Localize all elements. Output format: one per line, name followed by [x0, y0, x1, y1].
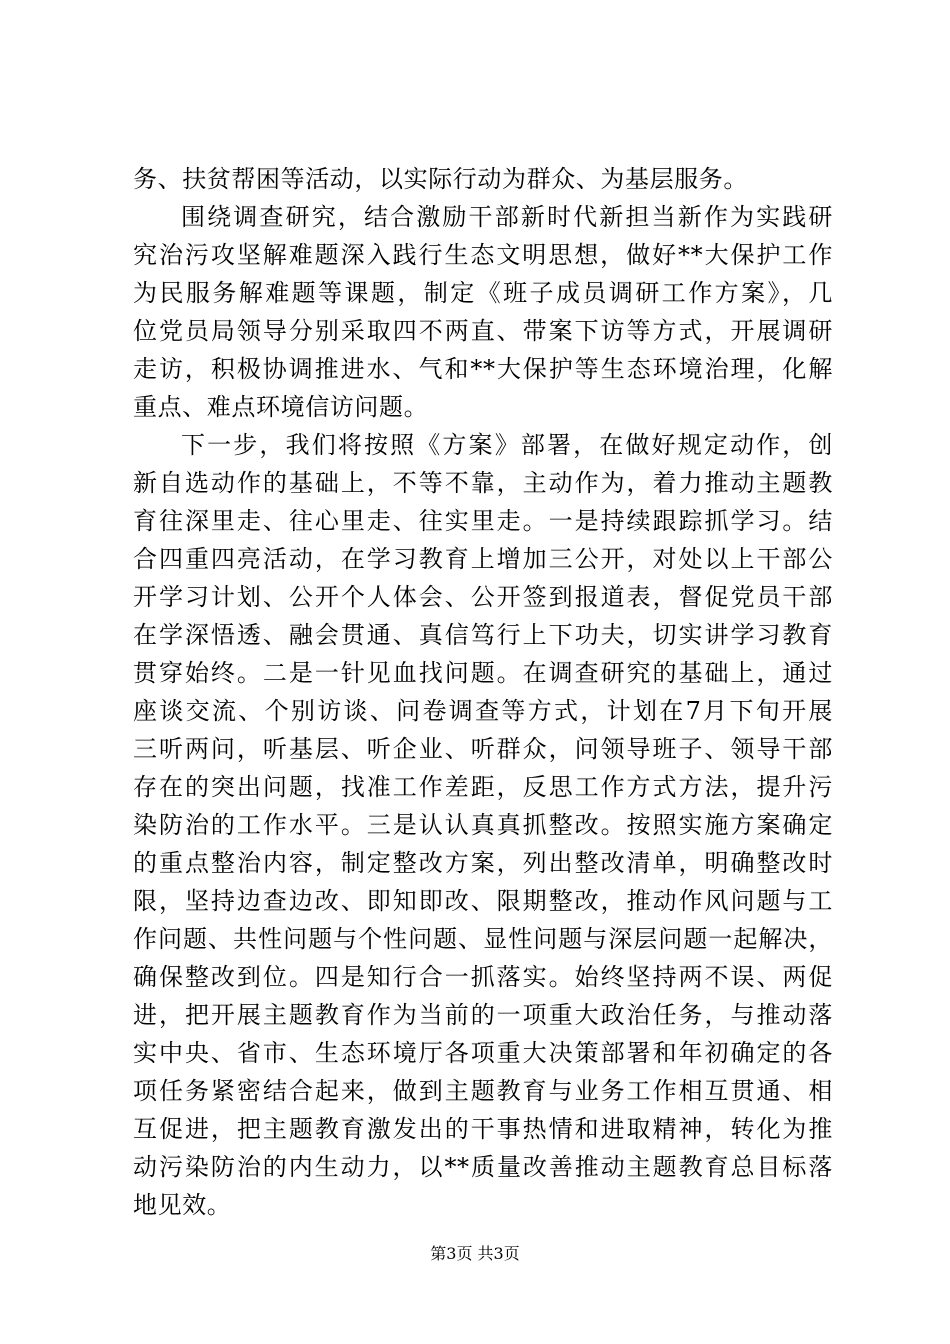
paragraph-line: 位党员局领导分别采取四不两直、带案下访等方式，开展调研: [133, 317, 833, 345]
paragraph-line: 务、扶贫帮困等活动，以实际行动为群众、为基层服务。: [133, 165, 748, 193]
paragraph-line: 下一步，我们将按照《方案》部署，在做好规定动作，创: [181, 431, 833, 459]
paragraph-line: 究治污攻坚解难题深入践行生态文明思想，做好**大保护工作: [133, 241, 833, 269]
paragraph-line: 开学习计划、公开个人体会、公开签到报道表，督促党员干部: [133, 583, 833, 611]
paragraph-line: 新自选动作的基础上，不等不靠，主动作为，着力推动主题教: [133, 469, 833, 497]
page-footer: [0, 1244, 950, 1264]
paragraph-line: 围绕调查研究，结合激励干部新时代新担当新作为实践研: [181, 203, 833, 231]
paragraph-line: 合四重四亮活动，在学习教育上增加三公开，对处以上干部公: [133, 545, 833, 573]
paragraph-line: 作问题、共性问题与个性问题、显性问题与深层问题一起解决，: [133, 925, 833, 953]
page-number-label: 第3页 共3页: [430, 1244, 520, 1263]
paragraph-line: 贯穿始终。二是一针见血找问题。在调查研究的基础上，通过: [133, 659, 833, 687]
body-text: [133, 160, 833, 1224]
paragraph-line: 互促进，把主题教育激发出的干事热情和进取精神，转化为推: [133, 1115, 833, 1143]
paragraph-line: 座谈交流、个别访谈、问卷调查等方式，计划在7月下旬开展: [133, 697, 833, 725]
paragraph-line: 育往深里走、往心里走、往实里走。一是持续跟踪抓学习。结: [133, 507, 833, 535]
paragraph-line: 在学深悟透、融会贯通、真信笃行上下功夫，切实讲学习教育: [133, 621, 833, 649]
paragraph-line: 地见效。: [133, 1191, 232, 1219]
paragraph-line: 限，坚持边查边改、即知即改、限期整改，推动作风问题与工: [133, 887, 833, 915]
paragraph-line: 的重点整治内容，制定整改方案，列出整改清单，明确整改时: [133, 849, 833, 877]
paragraph-line: 项任务紧密结合起来，做到主题教育与业务工作相互贯通、相: [133, 1077, 833, 1105]
paragraph-line: 进，把开展主题教育作为当前的一项重大政治任务，与推动落: [133, 1001, 833, 1029]
paragraph-line: 染防治的工作水平。三是认认真真抓整改。按照实施方案确定: [133, 811, 833, 839]
paragraph-line: 确保整改到位。四是知行合一抓落实。始终坚持两不误、两促: [133, 963, 833, 991]
paragraph-line: 三听两问，听基层、听企业、听群众，问领导班子、领导干部: [133, 735, 833, 763]
paragraph-line: 动污染防治的内生动力，以**质量改善推动主题教育总目标落: [133, 1153, 833, 1181]
paragraph-line: 重点、难点环境信访问题。: [133, 393, 429, 421]
paragraph-line: 实中央、省市、生态环境厅各项重大决策部署和年初确定的各: [133, 1039, 833, 1067]
paragraph-line: 为民服务解难题等课题，制定《班子成员调研工作方案》，几: [133, 279, 833, 307]
paragraph-line: 存在的突出问题，找准工作差距，反思工作方式方法，提升污: [133, 773, 833, 801]
paragraph-line: 走访，积极协调推进水、气和**大保护等生态环境治理，化解: [133, 355, 833, 383]
